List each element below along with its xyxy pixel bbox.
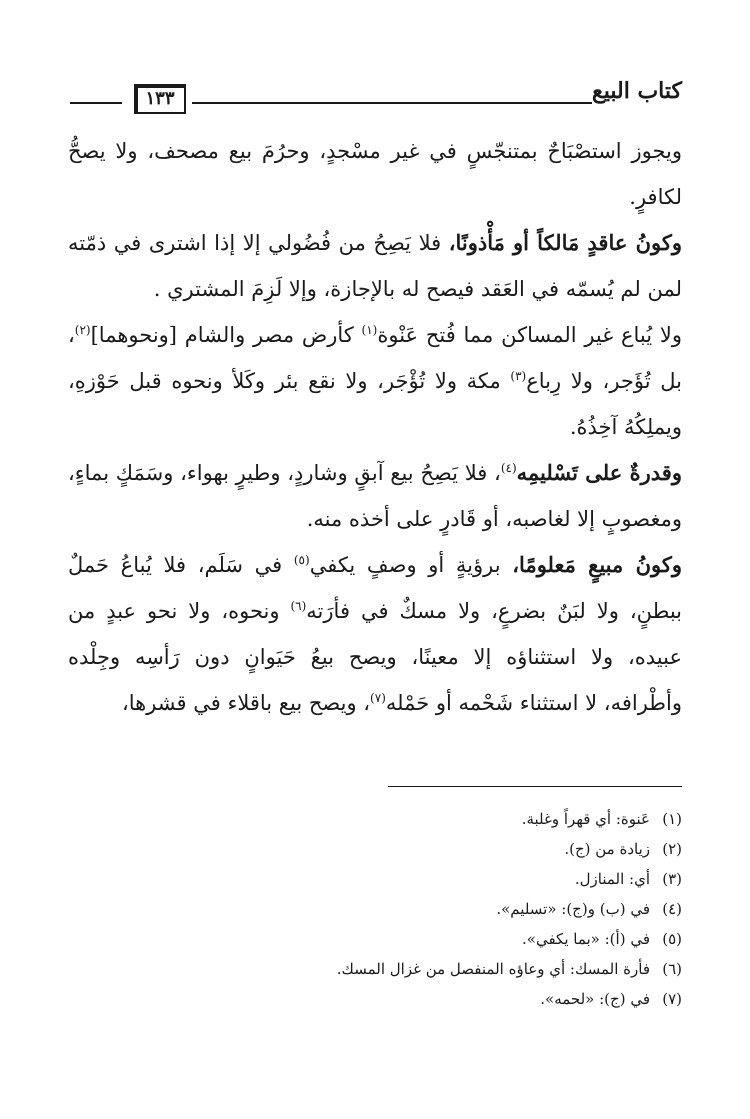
footnote (200, 864, 682, 894)
footnote (200, 924, 682, 954)
footnote (200, 954, 682, 984)
footnote-marker-1[interactable]: (١) (361, 323, 378, 337)
footnote-number: (٣) (662, 870, 682, 888)
header-rule-long (192, 102, 592, 104)
header-rule-short (70, 102, 122, 104)
text: ، ويصح بيع باقلاء في قشرها، (121, 691, 371, 715)
footnote-text: أي: المنازل. (574, 870, 650, 888)
text: ويجوز استصْبَاحٌ بمتنجّسٍ في غير مسْجدٍ، وحرُمَ بيع مصحف، ولا يصحُّ لكافرٍ. (68, 139, 682, 209)
text: برؤيةٍ أو وصفٍ يكفي (309, 553, 513, 577)
paragraph-5 (68, 542, 682, 726)
footnote-number: (٦) (662, 960, 682, 978)
text: ونحوه، ولا نحو عبدٍ من عبيده، ولا استثناؤه إلا معينًا، ويصح بيعُ حَيَوانٍ دون رَأسِه وجِلْده وأطْرافه، لا استثناء شَحْمه أو حَمْله (68, 599, 682, 715)
footnote-marker-7[interactable]: (٧) (370, 691, 386, 705)
footnote-marker-3[interactable]: (٣) (510, 369, 527, 383)
text: ، فلا يَصِحُ بيع آبقٍ وشاردٍ، وطيرٍ بهواء، وسَمَكٍ بماءٍ، ومغصوبٍ إلا لغاصبه، أو قَادرٍ على أخذه منه. (68, 461, 682, 531)
text: كأرض مصر والشام [ونحوهما] (90, 323, 362, 347)
page-number: ١٣٣ (134, 84, 186, 114)
text: ولا يُباع غير المساكن مما فُتح عَنْوة (377, 323, 682, 347)
footnote-text: في (أ): «بما يكفي». (522, 930, 650, 948)
paragraph-2 (68, 220, 682, 312)
paragraph-3 (68, 312, 682, 450)
footnote-number: (٧) (662, 990, 682, 1008)
footnote-text: عَنوة: أي قهراً وغلبة. (521, 810, 650, 828)
footnote-marker-2[interactable]: (٢) (74, 323, 91, 337)
section-heading: وكونُ عاقدٍ مَالكاً أو مَأْذونًا، (448, 230, 682, 255)
section-heading: وكونُ مبيعٍ مَعلومًا، (512, 552, 682, 577)
text: ، بل تُؤَجر، ولا رِباع (68, 323, 682, 393)
section-heading: وقدرةٌ على تَسْليمِه (516, 460, 682, 485)
footnote-text: فأرة المسك: أي وعاؤه المنفصل من غزال المسك. (336, 960, 650, 978)
footnote (200, 894, 682, 924)
main-text (68, 128, 682, 726)
footnote-marker-5[interactable]: (٥) (293, 553, 310, 567)
footnote-marker-6[interactable]: (٦) (290, 599, 307, 613)
footnote-number: (٤) (662, 900, 682, 918)
paragraph-4 (68, 450, 682, 542)
text: في سَلَم، فلا يُباعُ حَملٌ ببطنٍ، ولا لبَنٌ بضرعٍ، ولا مسكٌ في فأرَته (68, 553, 682, 623)
paragraph-1 (68, 128, 682, 220)
footnote-separator (388, 786, 682, 787)
text: فلا يَصِحُ من فُضُولي إلا إذا اشترى في ذمّته لمن لم يُسمّه في العَقد فيصح له بالإجازة، وإلا لَزِمَ المشتري . (68, 231, 682, 301)
footnote (200, 834, 682, 864)
page-header (70, 78, 682, 112)
footnote-text: في (ب) و(ج): «تسليم». (496, 900, 650, 918)
footnote (200, 984, 682, 1014)
footnote-number: (٥) (662, 930, 682, 948)
footnote-number: (١) (662, 810, 682, 828)
footnote-text: زيادة من (ج). (564, 840, 650, 858)
footnote-marker-4[interactable]: (٤) (500, 461, 517, 475)
footnote (200, 804, 682, 834)
running-title: كتاب البيع (592, 78, 682, 104)
footnotes (200, 804, 682, 1014)
footnote-text: في (ج): «لحمه». (540, 990, 650, 1008)
footnote-number: (٢) (662, 840, 682, 858)
text: مكة ولا تُؤْجَر، ولا نقع بئر وكَلأ ونحوه قبل حَوْزهِ، ويملِكُهُ آخِذُهُ. (68, 369, 682, 439)
